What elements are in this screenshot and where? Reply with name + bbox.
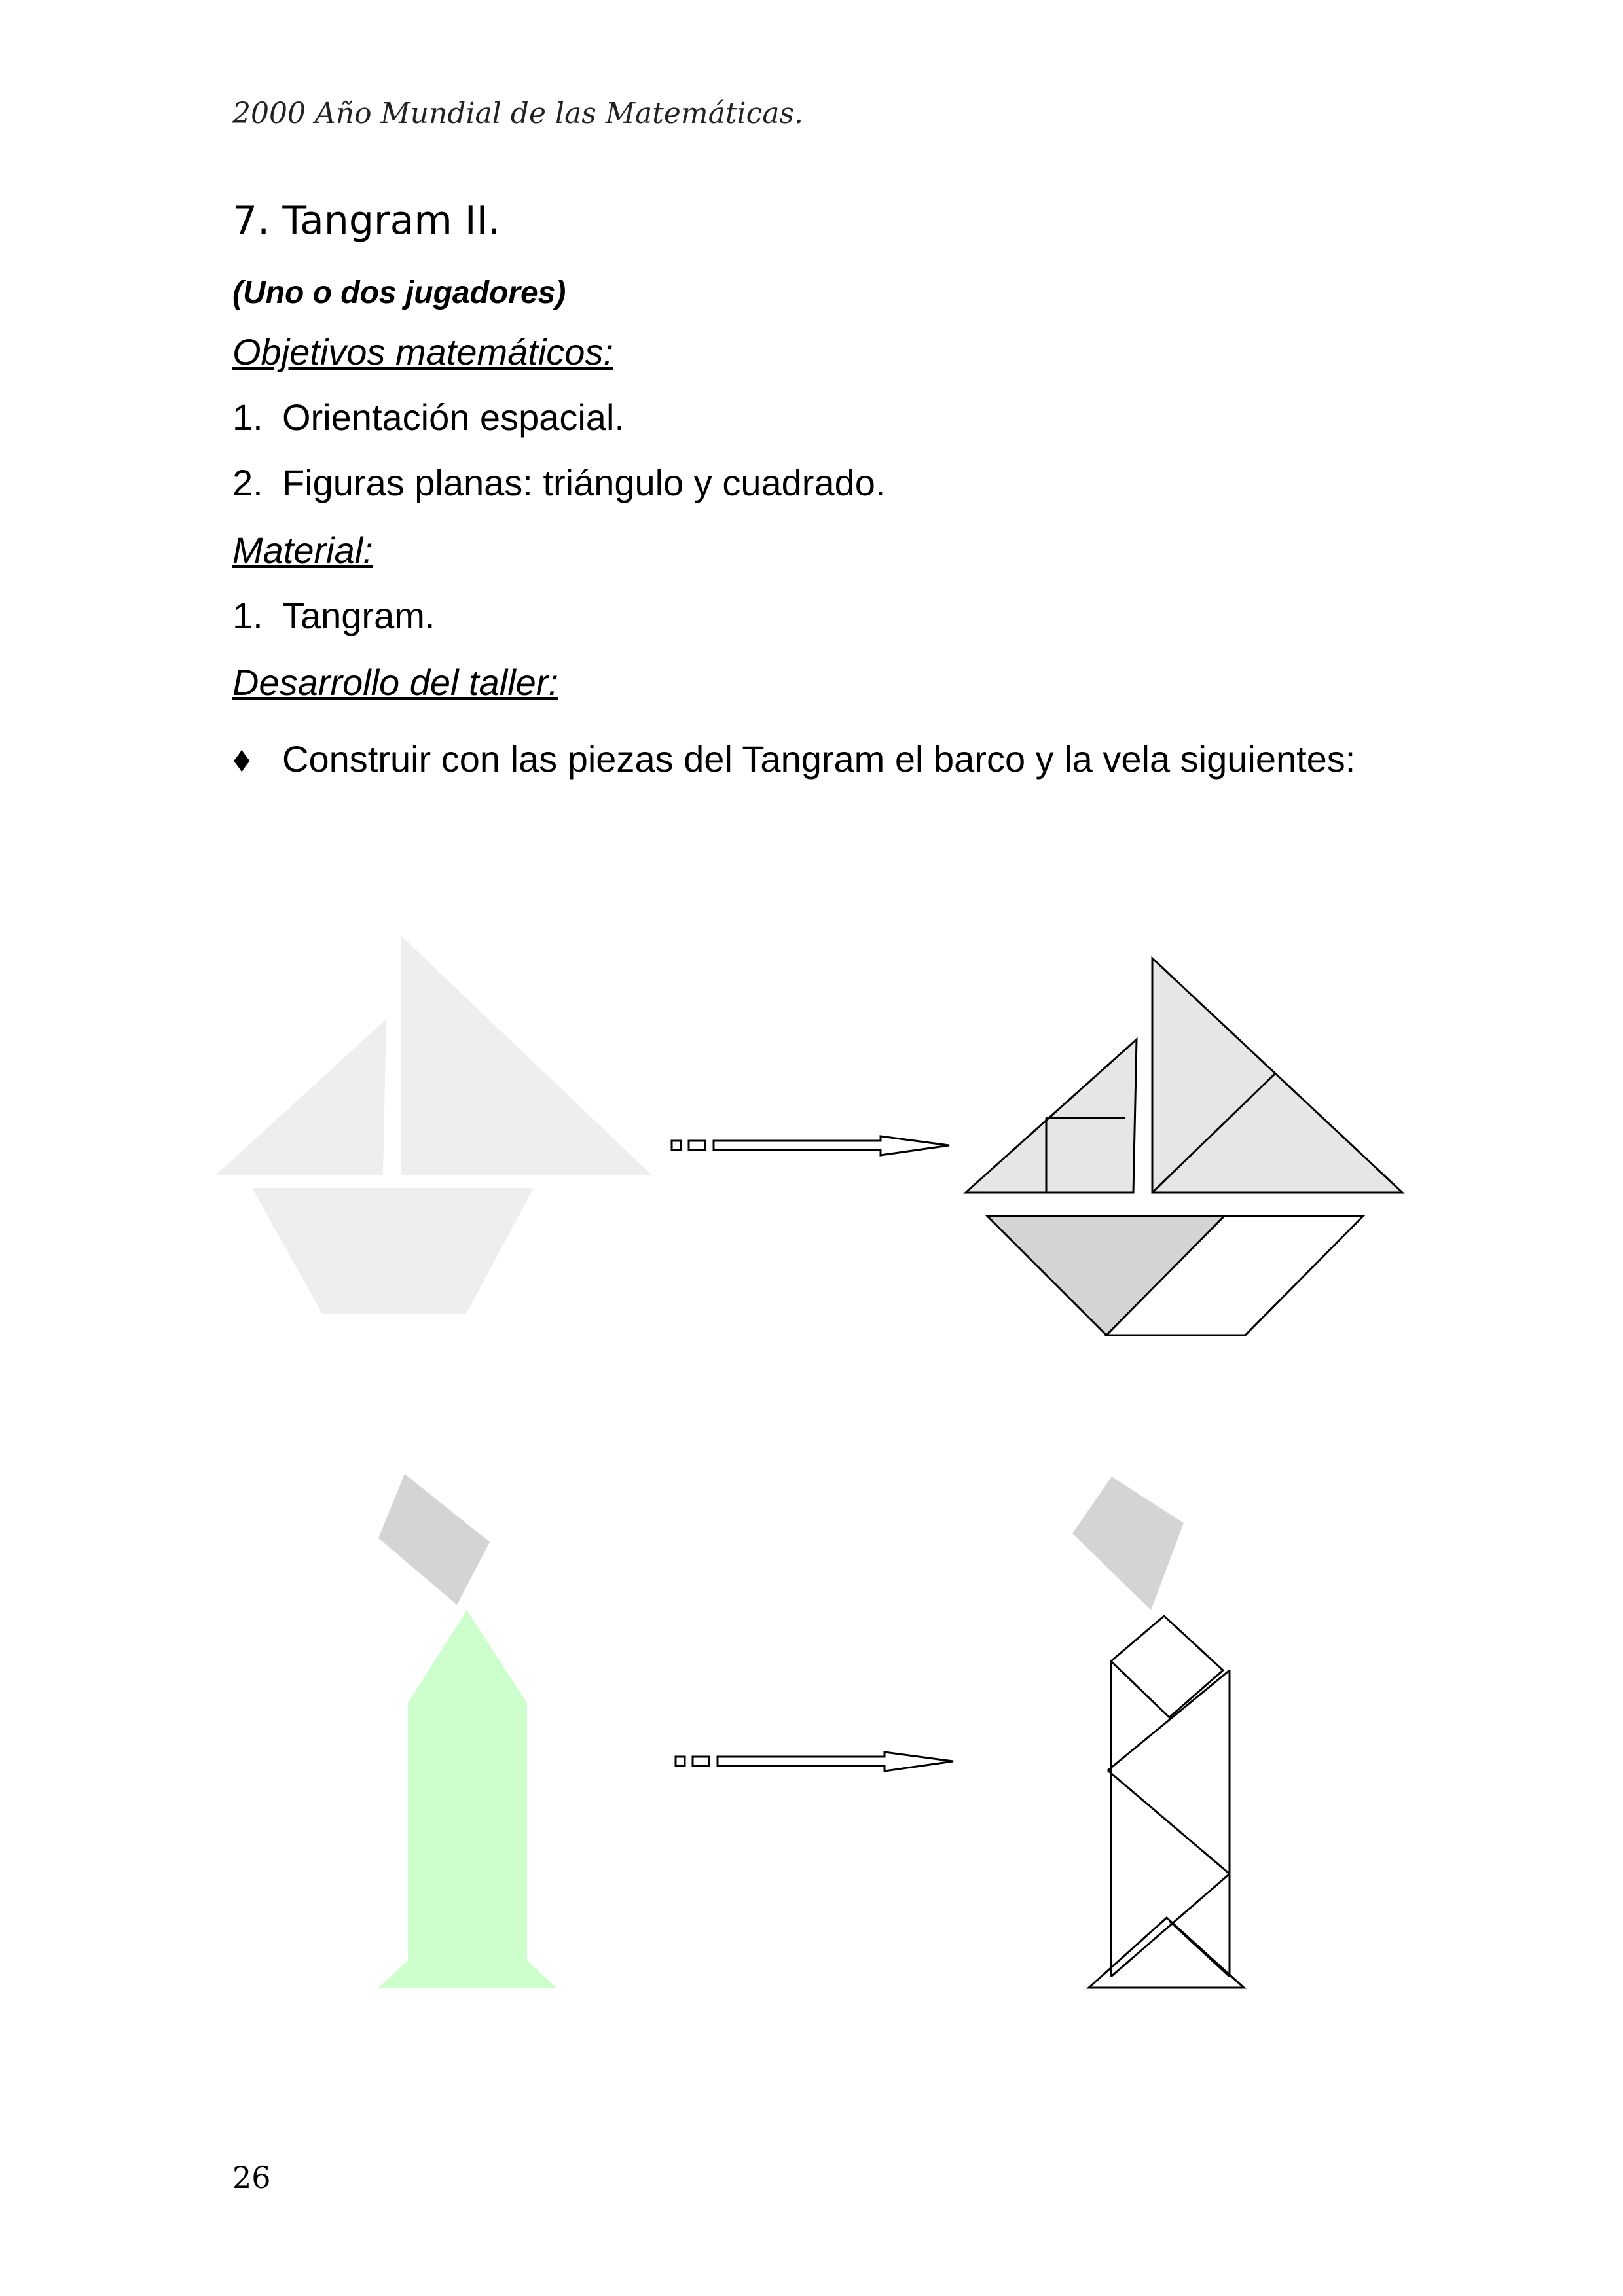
flame-square [378, 1474, 490, 1605]
objective-text: Figuras planas: triángulo y cuadrado. [282, 462, 886, 503]
boat-tangram [966, 958, 1402, 1335]
running-header: 2000 Año Mundial de las Matemáticas. [232, 97, 804, 130]
material-heading: Material: [232, 529, 373, 571]
boat-hull [252, 1188, 534, 1314]
material-number: 1. [232, 595, 263, 636]
top-square [1111, 1616, 1223, 1717]
boat-silhouette [216, 936, 651, 1314]
objective-text: Orientación espacial. [282, 397, 625, 438]
candle-body [378, 1610, 556, 1988]
objective-number: 2. [232, 462, 263, 503]
boat-large-sail [401, 936, 651, 1175]
development-heading: Desarrollo del taller: [232, 662, 558, 703]
players-note: (Uno o dos jugadores) [232, 276, 566, 310]
bullet-text: Construir con las piezas del Tangram el barco y la vela siguientes: [282, 738, 1356, 780]
arrow-right-icon [672, 1136, 949, 1155]
arrow-right-icon [676, 1752, 953, 1771]
diamond-bullet-icon: ♦ [232, 738, 251, 780]
small-sail-pieces [966, 1039, 1137, 1193]
page-number: 26 [232, 2160, 271, 2195]
boat-small-sail [216, 1019, 386, 1175]
section-title: 7. Tangram II. [232, 198, 501, 243]
objectives-heading: Objetivos matemáticos: [232, 331, 613, 372]
flame-square-piece [1072, 1477, 1184, 1610]
candle-silhouette [378, 1474, 556, 1988]
candle-tangram [1072, 1477, 1244, 1988]
material-text: Tangram. [282, 595, 435, 636]
objective-number: 1. [232, 397, 263, 438]
